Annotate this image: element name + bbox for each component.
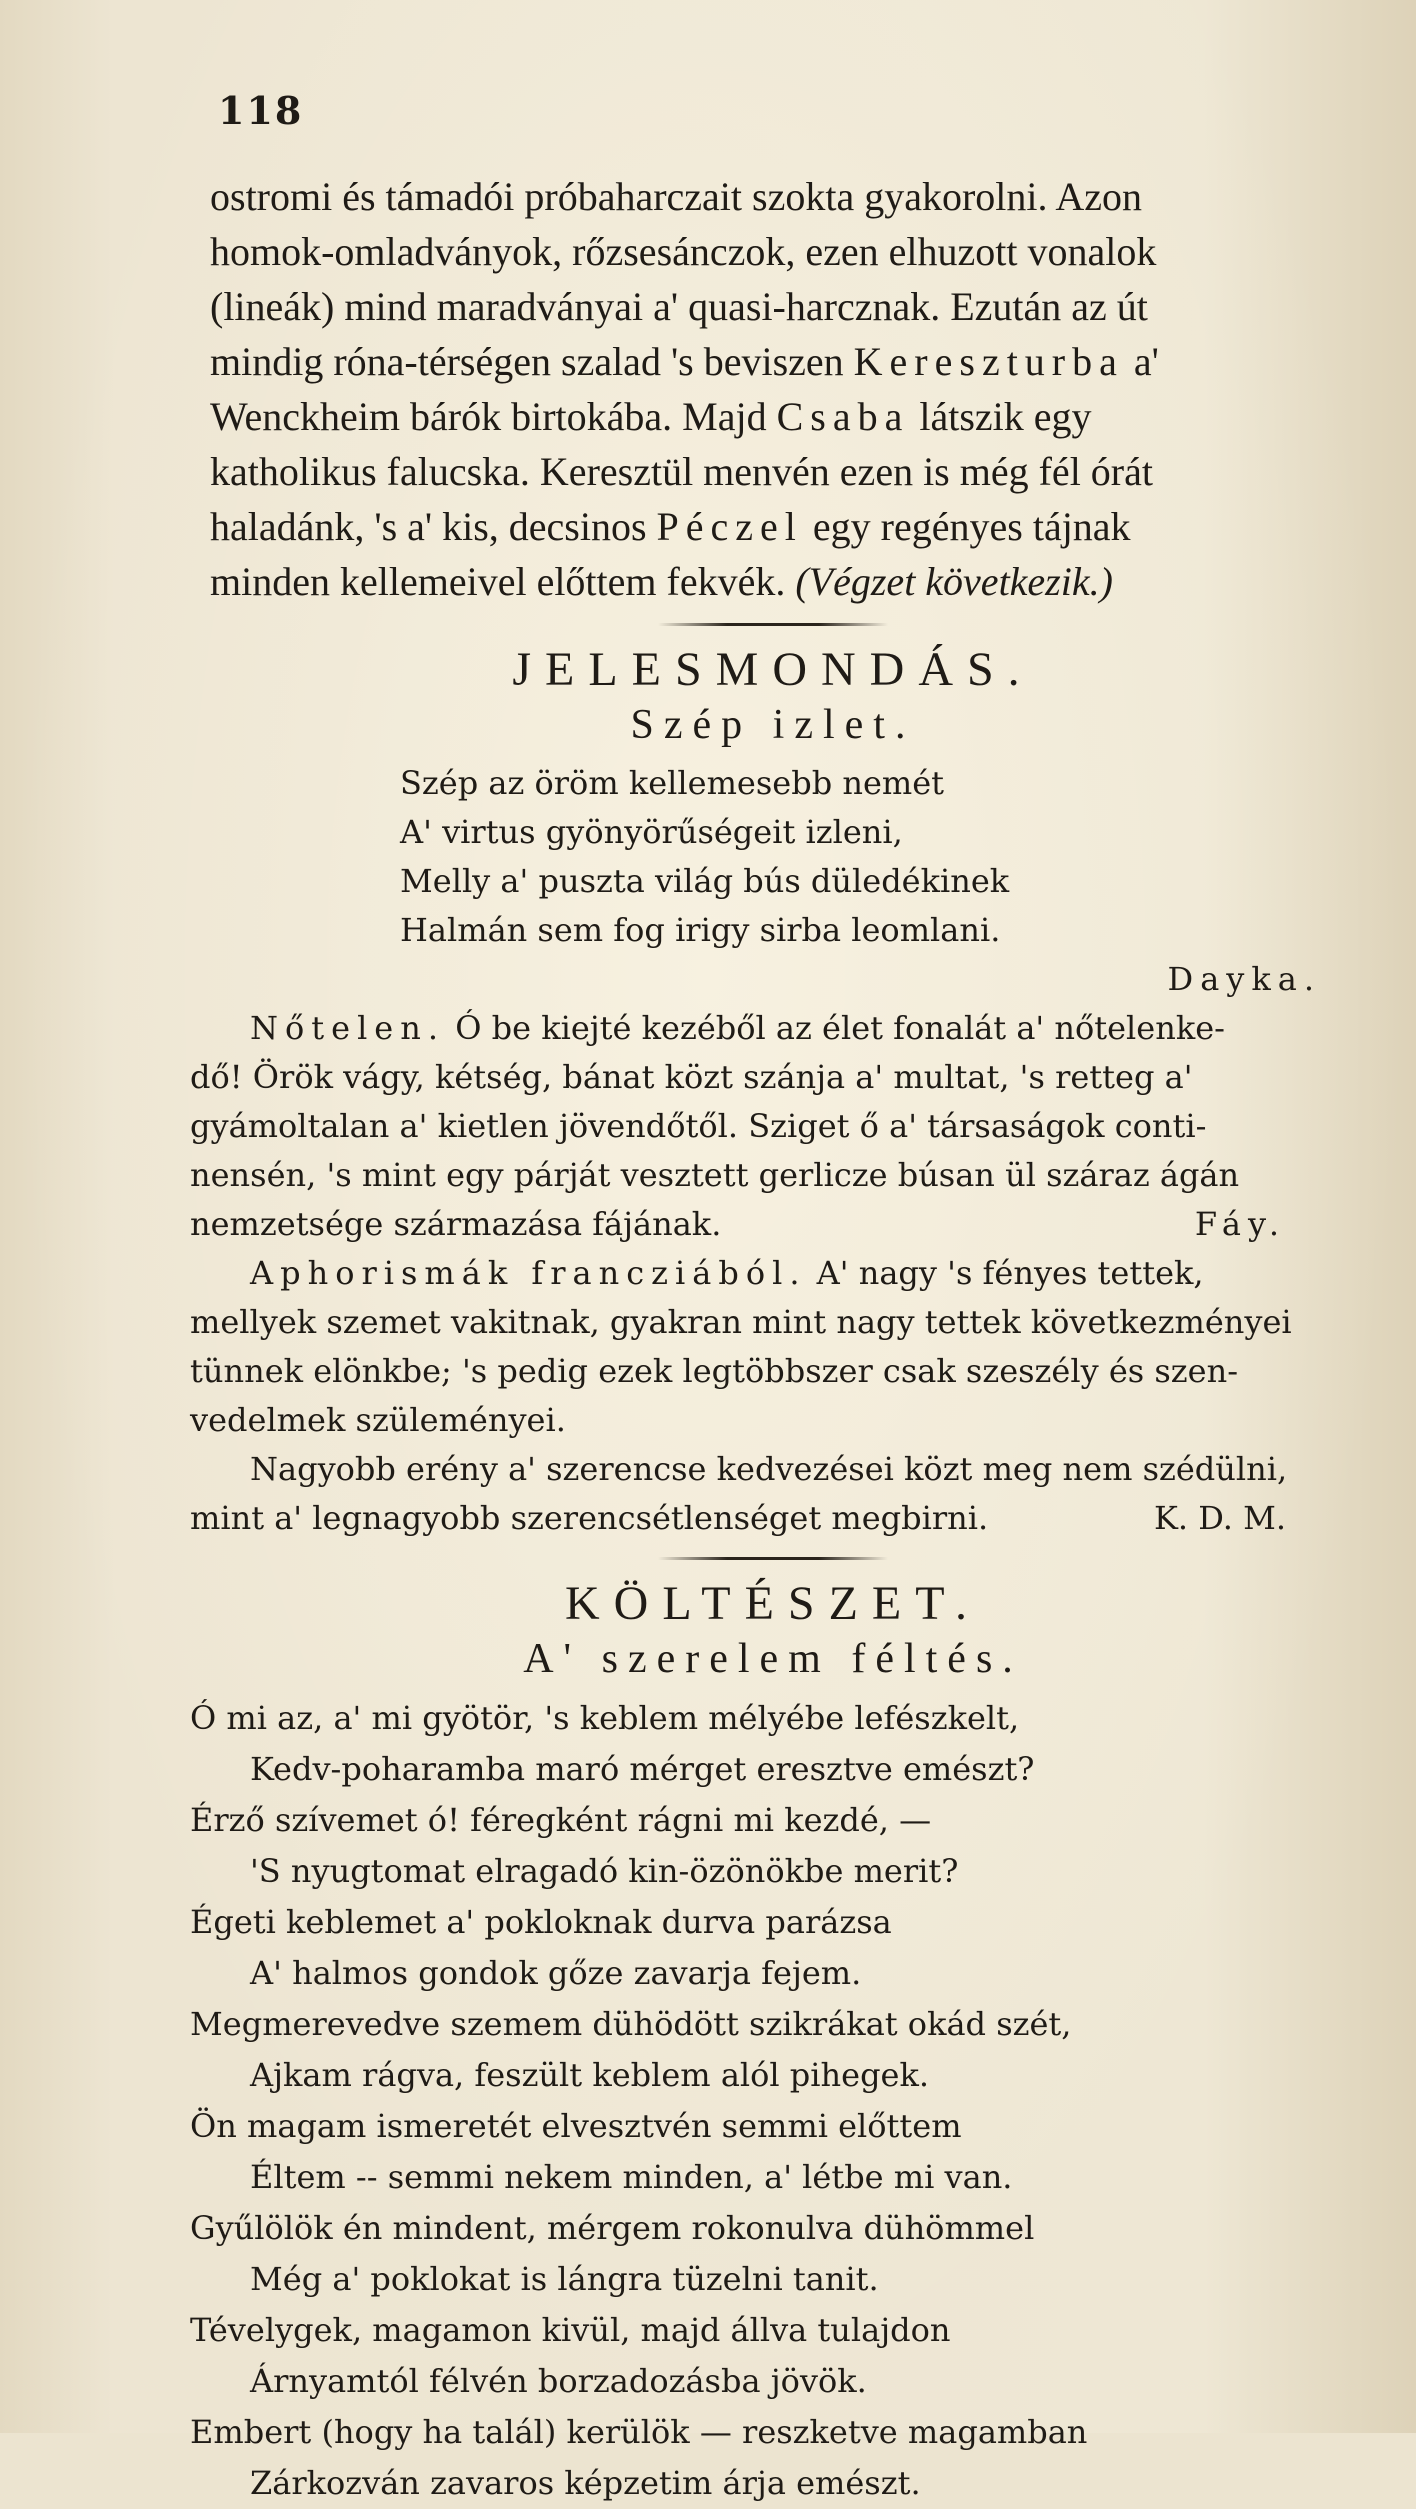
- quote-text: nemzetsége származása fájának.: [190, 1205, 722, 1243]
- prose-line-text: mindig róna-térségen szalad 's beviszen: [210, 339, 844, 384]
- prose-line: homok-omladványok, rőzsesánczok, ezen elhuzott vonalok: [210, 229, 1157, 274]
- poem-line: Tévelygek, magamon kivül, majd állva tulajdon: [190, 2311, 951, 2349]
- poem-line: Égeti keblemet a' pokloknak durva parázsa: [190, 1903, 892, 1941]
- poem-line: A' halmos gondok gőze zavarja fejem.: [250, 1954, 862, 1992]
- section-title: KÖLTÉSZET.: [565, 1577, 981, 1630]
- quote-line: [190, 1004, 1356, 1053]
- poem-line: Zárkozván zavaros képzetim árja emészt.: [250, 2464, 921, 2502]
- quote-line: Nagyobb erény a' szerencse kedvezései közt meg nem szédülni,: [250, 1450, 1288, 1488]
- section-title: JELESMONDÁS.: [512, 643, 1034, 696]
- verse-author: Dayka.: [1167, 960, 1321, 998]
- place-name: Péczel: [656, 504, 803, 549]
- poem-line: Ajkam rágva, feszült keblem alól pihegek.: [250, 2056, 930, 2094]
- quote-line: vedelmek szüleményei.: [190, 1401, 566, 1439]
- quote-heading: Nőtelen.: [250, 1009, 446, 1047]
- quote-author: Fáy.: [1194, 1205, 1286, 1243]
- verse-line: Halmán sem fog irigy sirba leomlani.: [400, 911, 1001, 949]
- poem-line: Megmerevedve szemem dühödött szikrákat okád szét,: [190, 2005, 1072, 2043]
- quote-line: nensén, 's mint egy párját vesztett gerlicze búsan ül száraz ágán: [190, 1156, 1240, 1194]
- poem-line: Még a' poklokat is lángra tüzelni tanit.: [250, 2260, 879, 2298]
- poem-line: Embert (hogy ha talál) kerülök — reszketve magamban: [190, 2413, 1088, 2451]
- prose-line: [210, 499, 1356, 554]
- quote-line: [190, 1249, 1356, 1298]
- poem-line: Árnyamtól félvén borzadozásba jövök.: [250, 2362, 867, 2400]
- quote-line: [190, 1494, 1356, 1543]
- poem-line: Éltem -- semmi nekem minden, a' létbe mi van.: [250, 2158, 1013, 2196]
- section-divider: [658, 623, 888, 626]
- verse-block: [400, 759, 1356, 955]
- poem-block: [190, 1693, 1356, 2509]
- prose-line: katholikus falucska. Keresztül menvén ezen is még fél órát: [210, 449, 1153, 494]
- poem-line: 'S nyugtomat elragadó kin-özönökbe merit?: [250, 1852, 959, 1890]
- prose-line: (lineák) mind maradványai a' quasi-harcznak. Ezután az út: [210, 284, 1148, 329]
- quote-line: mellyek szemet vakitnak, gyakran mint nagy tettek következményei: [190, 1303, 1292, 1341]
- quote-line: [190, 1200, 1356, 1249]
- place-name: Csaba: [776, 394, 910, 439]
- prose-line-text: minden kellemeivel előttem fekvék.: [210, 559, 786, 604]
- prose-line-tail: látszik egy: [919, 394, 1092, 439]
- poem-line: Érző szívemet ó! féregként rágni mi kezdé, —: [190, 1801, 932, 1839]
- prose-line-tail: egy regényes tájnak: [812, 504, 1131, 549]
- page-number: 118: [218, 88, 304, 133]
- place-name: Kereszturba: [853, 339, 1124, 384]
- quote-text: Ó be kiejté kezéből az élet fonalát a' nőtelenke-: [455, 1009, 1225, 1047]
- prose-line-tail: a': [1133, 339, 1159, 384]
- section-divider: [658, 1557, 888, 1560]
- quote-line: dő! Örök vágy, kétség, bánat közt szánja a' multat, 's retteg a': [190, 1058, 1193, 1096]
- section-subtitle: Szép izlet.: [630, 702, 916, 748]
- prose-line: [210, 389, 1356, 444]
- poem-line: Ön magam ismeretét elvesztvén semmi előttem: [190, 2107, 962, 2145]
- verse-line: Melly a' puszta világ bús düledékinek: [400, 862, 1010, 900]
- poem-line: Kedv-poharamba maró mérget eresztve emészt?: [250, 1750, 1035, 1788]
- poem-line: Ó mi az, a' mi gyötör, 's keblem mélyébe lefészkelt,: [190, 1699, 1020, 1737]
- prose-paragraph: [210, 169, 1356, 609]
- quote-line: gyámoltalan a' kietlen jövendőtől. Sziget ő a' társaságok conti-: [190, 1107, 1207, 1145]
- quote-text: mint a' legnagyobb szerencsétlenséget megbirni.: [190, 1499, 989, 1537]
- poem-title: A' szerelem féltés.: [523, 1636, 1023, 1682]
- poem-line: Gyűlölök én mindent, mérgem rokonulva dühömmel: [190, 2209, 1035, 2247]
- continued-note: (Végzet következik.): [795, 559, 1113, 604]
- quotes-block: [190, 759, 1356, 1543]
- quote-heading: Aphorismák francziából.: [250, 1254, 807, 1292]
- verse-line: Szép az öröm kellemesebb nemét: [400, 764, 945, 802]
- prose-line: [210, 554, 1356, 609]
- prose-line-text: haladánk, 's a' kis, decsinos: [210, 504, 647, 549]
- quote-text: A' nagy 's fényes tettek,: [816, 1254, 1204, 1292]
- quote-author: K. D. M.: [1153, 1499, 1286, 1537]
- quote-line: tünnek elönkbe; 's pedig ezek legtöbbszer csak szeszély és szen-: [190, 1352, 1238, 1390]
- prose-line-text: Wenckheim bárók birtokába. Majd: [210, 394, 767, 439]
- prose-line: ostromi és támadói próbaharczait szokta gyakorolni. Azon: [210, 174, 1142, 219]
- prose-line: [210, 334, 1356, 389]
- verse-line: A' virtus gyönyörűségeit izleni,: [400, 813, 903, 851]
